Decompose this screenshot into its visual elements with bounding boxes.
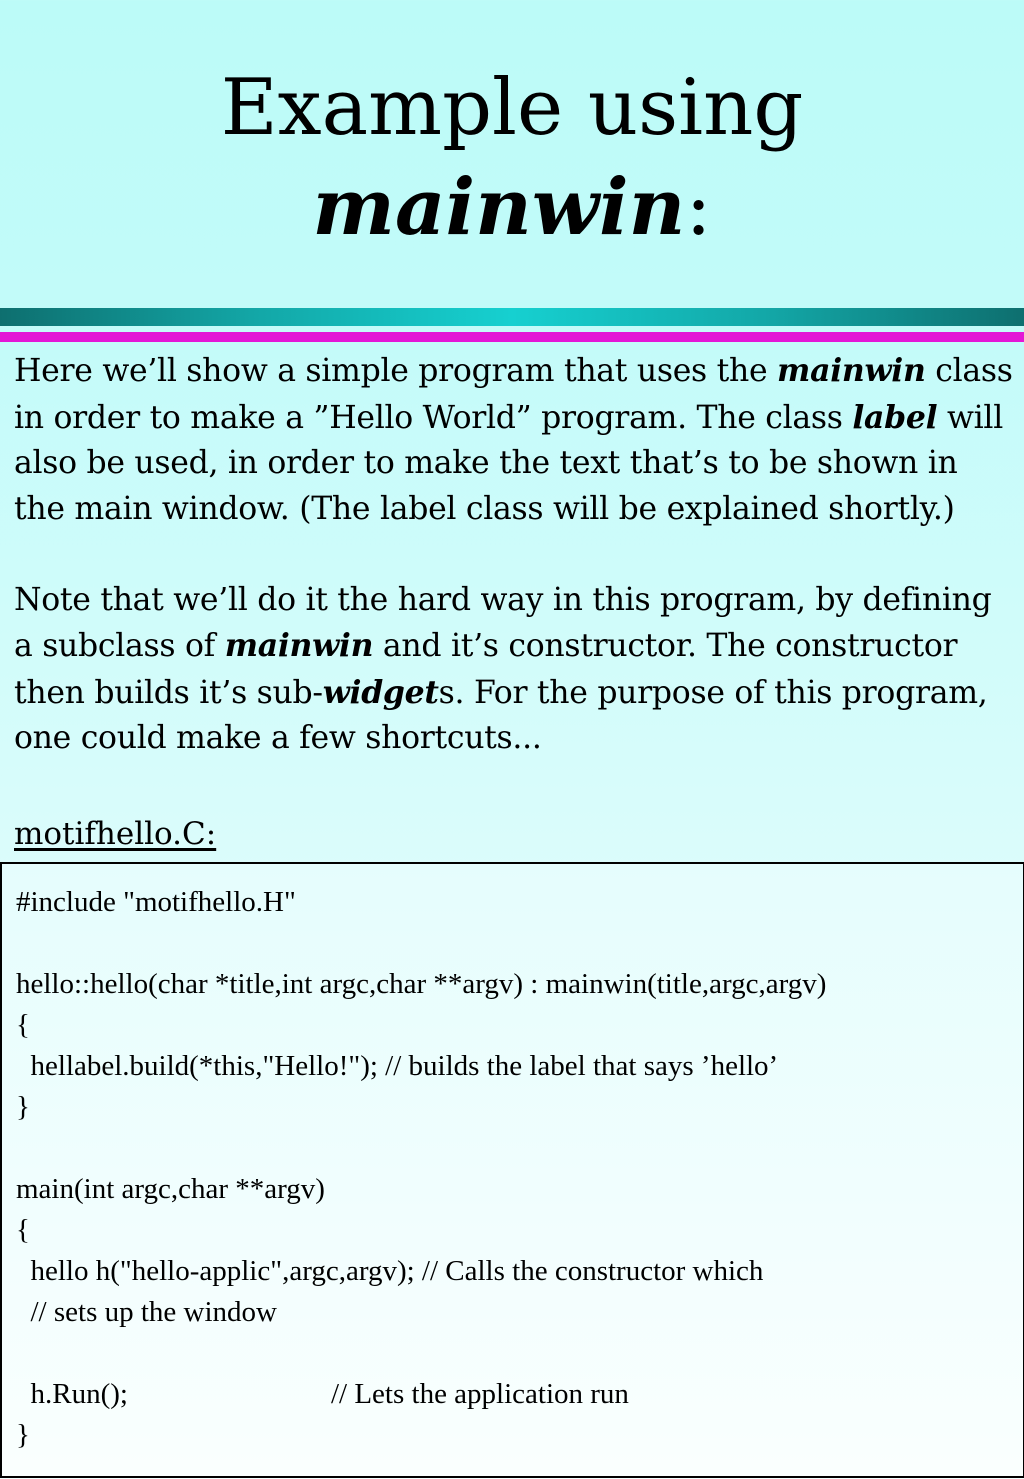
code-line-open-brace: { bbox=[16, 1009, 30, 1041]
note-paragraph bbox=[14, 578, 1014, 762]
intro-emphasis-mainwin: mainwin bbox=[777, 352, 926, 389]
slide-title bbox=[0, 58, 1024, 258]
intro-text-2: class in order to make a ”Hello World” program. The class bbox=[14, 353, 1013, 436]
note-emphasis-widget: widget bbox=[322, 673, 439, 711]
title-class-name: mainwin bbox=[312, 162, 686, 253]
code-line-close-brace: } bbox=[16, 1091, 30, 1123]
intro-text-3: will also be used, in order to make the text that’s to be shown in the main window. (The label class will be explained shortly.) bbox=[14, 399, 1003, 527]
code-line-hello-instance: hello h("hello-applic",argc,argv); // Calls the constructor which bbox=[16, 1255, 764, 1287]
code-line-label-build: hellabel.build(*this,"Hello!"); // builds the label that says ’hello’ bbox=[16, 1050, 779, 1082]
code-line-main-signature: main(int argc,char **argv) bbox=[16, 1173, 325, 1205]
code-line-run: h.Run(); // Lets the application run bbox=[16, 1378, 629, 1410]
title-colon: : bbox=[685, 163, 712, 253]
note-emphasis-mainwin: mainwin bbox=[224, 627, 374, 664]
title-line-1: Example using bbox=[220, 63, 804, 153]
divider-magenta-bar bbox=[0, 332, 1024, 342]
intro-text-1: Here we’ll show a simple program that uses the bbox=[14, 353, 778, 389]
code-line-constructor-signature: hello::hello(char *title,int argc,char **argv) : mainwin(title,argc,argv) bbox=[16, 968, 827, 1000]
body-text bbox=[14, 348, 1014, 762]
code-listing bbox=[0, 862, 1024, 1478]
code-line-comment-window: // sets up the window bbox=[16, 1296, 277, 1328]
note-text-2: and it’s constructor. The constructor then builds it’s sub- bbox=[14, 628, 958, 711]
code-line-include: #include "motifhello.H" bbox=[16, 886, 296, 918]
title-line-2 bbox=[0, 158, 1024, 258]
intro-emphasis-label: label bbox=[852, 398, 938, 436]
code-line-main-close-brace: } bbox=[16, 1419, 30, 1451]
note-text-1: Note that we’ll do it the hard way in this program, by defining a subclass of bbox=[14, 581, 992, 664]
divider-teal-bar bbox=[0, 308, 1024, 326]
code-filename: motifhello.C: bbox=[14, 816, 217, 852]
note-text-3: s. For the purpose of this program, one could make a few shortcuts... bbox=[14, 674, 988, 756]
code-line-main-open-brace: { bbox=[16, 1214, 30, 1246]
intro-paragraph bbox=[14, 348, 1014, 532]
